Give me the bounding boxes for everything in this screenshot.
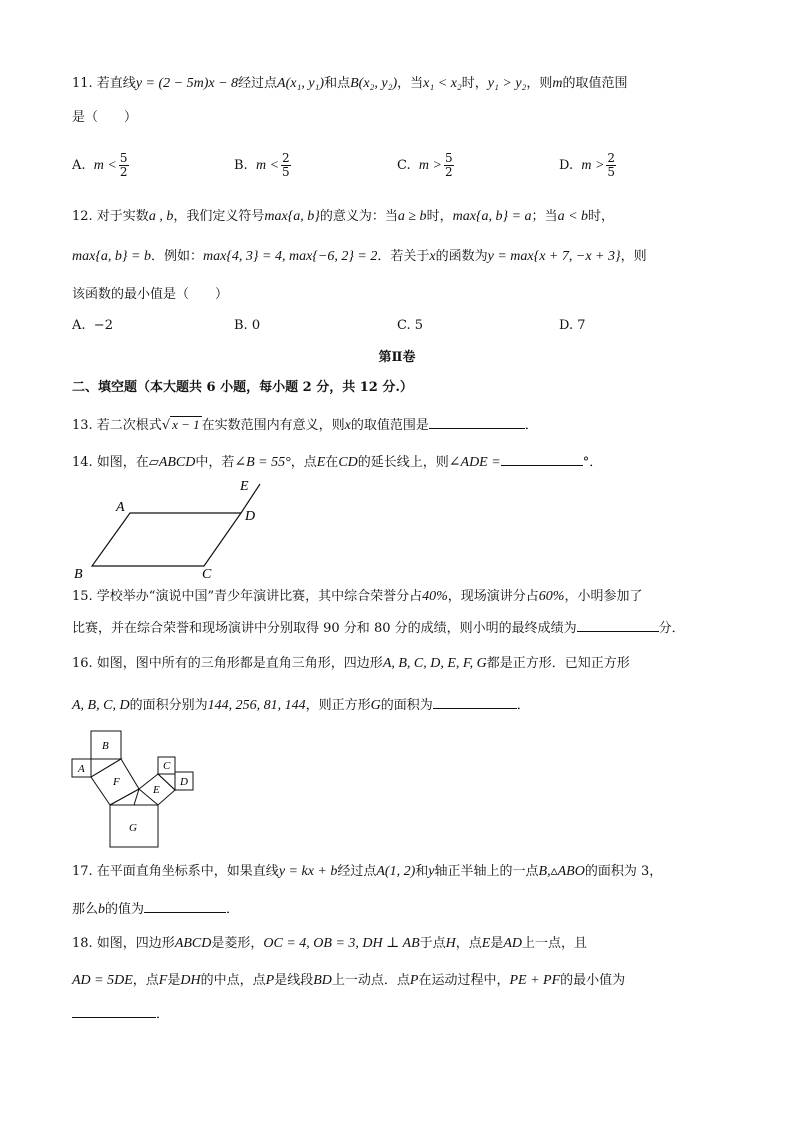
triangle-fge: [110, 789, 139, 805]
q18-text-n: ．: [156, 1007, 170, 1022]
q16-text-c: 的面积分别为: [129, 698, 208, 713]
q12-result-2: max{a, b} = b: [72, 249, 151, 264]
q12-function: y = max{x + 7, −x + 3}: [487, 249, 621, 264]
part2-title: 第Ⅱ卷: [378, 350, 416, 365]
q18-text-i: 的中点，点: [200, 973, 266, 988]
q18-equation: AD = 5DE: [72, 973, 133, 988]
q12-line3: 该函数的最小值是（ ）: [72, 287, 229, 302]
q12-result-1: max{a, b} = a: [452, 209, 532, 224]
q18-text-h: 是: [167, 973, 181, 988]
q15-text-b: ，现场演讲分占: [447, 589, 539, 604]
q18-text-c: 于点: [419, 936, 446, 951]
q14-angle-ade: ∠ADE =: [448, 455, 501, 470]
q15-percent-2: 60%: [538, 589, 565, 604]
q18-text-l: 在运动过程中，: [418, 973, 510, 988]
option-label: C.: [397, 318, 411, 333]
q18-line3: [72, 1004, 169, 1025]
q16-answer-blank[interactable]: [433, 695, 517, 709]
q12-text-d: 时，: [426, 209, 453, 224]
q16-squares-abcd: A, B, C, D: [72, 698, 130, 713]
fraction-numerator: 2: [282, 151, 290, 165]
q18-text-d: ，点: [455, 936, 482, 951]
option-label: D.: [559, 158, 574, 173]
q11-equation: y = (2 − 5m)x − 8: [135, 76, 239, 91]
q17-text-f: 那么: [72, 902, 99, 917]
q15-line1: [72, 587, 642, 607]
fraction-denominator: 2: [444, 165, 453, 179]
q17-text-h: ．: [226, 902, 240, 917]
q16-squares: A, B, C, D, E, F, G: [382, 656, 487, 671]
q18-text-g: ，点: [132, 973, 159, 988]
q18-text-f: 上一点，且: [522, 936, 588, 951]
q15-percent-1: 40%: [422, 589, 448, 604]
q12-option-c[interactable]: [397, 316, 423, 336]
q16-squares-figure: [66, 727, 206, 851]
q17-triangle: ▵ABO: [550, 864, 585, 879]
q17-point-a: A(1, 2): [376, 864, 416, 879]
option-value: 5: [414, 318, 424, 333]
q17-line2: [72, 899, 239, 920]
option-label: C.: [397, 158, 411, 173]
q12-text-a: 12. 对于实数: [72, 209, 149, 224]
q18-text-m: 的最小值为: [560, 973, 626, 988]
label-b: B: [102, 740, 109, 752]
q17-answer-blank[interactable]: [144, 899, 226, 913]
q11-option-d[interactable]: [559, 152, 618, 179]
q12-option-a[interactable]: [72, 316, 113, 336]
q17-text-e: 的面积为 3，: [584, 864, 663, 879]
q16-line2: [72, 695, 530, 716]
option-relation: m <: [93, 158, 117, 173]
q18-point-p2: P: [409, 973, 419, 988]
q12-text-c: 的意义为：当: [319, 209, 398, 224]
label-e: E: [153, 784, 160, 796]
section2-heading: 二、填空题（本大题共 6 小题，每小题 2 分，共 12 分.）: [72, 380, 413, 395]
q11-point-a: A(x₁, y₁): [277, 76, 325, 91]
q12-example: max{4, 3} = 4, max{−6, 2} = 2: [202, 249, 378, 264]
label-e: E: [240, 479, 249, 494]
q11-text-e: 时，: [461, 76, 488, 91]
q18-text-a: 18. 如图，四边形: [72, 936, 175, 951]
q13-var-x: x: [344, 418, 351, 433]
label-d: D: [245, 509, 256, 524]
q13-answer-blank[interactable]: [429, 415, 525, 429]
q13-line: [72, 415, 538, 436]
q14-text-d: 在: [325, 455, 339, 470]
q17-text-d: 轴正半轴上的一点: [434, 864, 539, 879]
q11-text-f: ，则: [526, 76, 553, 91]
q11-var-m: m: [552, 76, 563, 91]
q12-option-b[interactable]: [234, 316, 260, 336]
q18-text-k: 上一动点．点: [331, 973, 410, 988]
q12-line2: [72, 247, 647, 267]
option-relation: m >: [418, 158, 442, 173]
q14-angle-b: ∠B = 55°: [234, 455, 291, 470]
q15-text-e: 分．: [658, 621, 685, 636]
q12-cond-1: a ≥ b: [397, 209, 427, 224]
q12-text-f: 时，: [588, 209, 615, 224]
fraction-denominator: 5: [607, 165, 616, 179]
q14-point-e: E: [316, 455, 326, 470]
label-f: F: [113, 776, 120, 788]
q13-text-b: 在实数范围内有意义，则: [201, 418, 345, 433]
q17-text-g: 的值为: [105, 902, 145, 917]
parallelogram-shape: [92, 513, 241, 566]
q12-text-h: 的函数为: [435, 249, 488, 264]
q12-var-x: x: [429, 249, 436, 264]
q16-text-d: ，则正方形: [305, 698, 371, 713]
q18-text-j: 是线段: [274, 973, 314, 988]
fraction-denominator: 5: [282, 165, 290, 179]
fraction-numerator: 5: [444, 151, 453, 165]
option-fraction: [281, 152, 291, 179]
q18-text-b: 是菱形，: [211, 936, 264, 951]
q15-answer-blank[interactable]: [577, 618, 659, 632]
option-label: B.: [234, 318, 248, 333]
q17-var-b: b: [98, 902, 106, 917]
q13-text-a: 13. 若二次根式: [72, 418, 162, 433]
q17-text-b: 经过点: [337, 864, 377, 879]
q11-text: 11. 若直线: [72, 76, 136, 91]
q12-option-d[interactable]: [559, 316, 586, 336]
q16-line1: [72, 654, 630, 674]
option-fraction: [119, 152, 129, 179]
q12-cond-2: a < b: [557, 209, 589, 224]
q14-parallelogram-figure: [64, 474, 274, 584]
q18-abcd: ABCD: [174, 936, 212, 951]
q11-cond-2: y₁ > y₂: [487, 76, 527, 91]
q11-option-a[interactable]: [72, 152, 131, 179]
q14-text-f: °．: [582, 455, 603, 470]
q17-point-b: B,: [538, 864, 551, 879]
sqrt-symbol: √: [161, 418, 171, 433]
q18-point-f: F: [158, 973, 168, 988]
q13-radicand: x − 1: [172, 417, 200, 432]
parallelogram-symbol: ▱: [148, 455, 159, 470]
q12-max-symbol: max{a, b}: [264, 209, 320, 224]
label-a: A: [116, 500, 125, 515]
label-g: G: [129, 822, 137, 834]
q18-text-e: 是: [490, 936, 504, 951]
q13-text-c: 的取值范围是: [350, 418, 429, 433]
q14-answer-blank[interactable]: [501, 452, 583, 466]
q18-sum: PE + PF: [509, 973, 561, 988]
option-value: 0: [251, 318, 261, 333]
q12-text-b: ，我们定义符号: [173, 209, 265, 224]
label-d: D: [180, 776, 188, 788]
option-value: 7: [577, 318, 586, 333]
q15-line2: [72, 618, 685, 639]
q18-point-e: E: [481, 936, 491, 951]
q15-text-c: ，小明参加了: [564, 589, 643, 604]
q11-text-c: 和点: [324, 76, 351, 91]
option-relation: m >: [581, 158, 605, 173]
option-fraction: [444, 152, 454, 179]
q18-point-p: P: [265, 973, 275, 988]
fraction-numerator: 2: [607, 151, 616, 165]
option-label: A.: [72, 318, 86, 333]
q18-conditions: OC = 4, OB = 3, DH ⊥ AB: [263, 936, 420, 951]
q12-text-e: ；当: [531, 209, 558, 224]
q11-line2: 是（ ）: [72, 110, 138, 125]
q14-text-e: 的延长线上，则: [357, 455, 449, 470]
q12-line1: [72, 207, 614, 227]
q11-line1: [72, 74, 628, 94]
q14-segment-cd: CD: [338, 455, 358, 470]
label-a: A: [78, 763, 85, 775]
q18-answer-blank[interactable]: [72, 1004, 156, 1018]
fraction-denominator: 2: [119, 165, 128, 179]
q16-square-g: G: [370, 698, 381, 713]
q18-line2: [72, 971, 625, 991]
q15-text-a: 15. 学校举办“演说中国”青少年演讲比赛，其中综合荣誉分占: [72, 589, 423, 604]
label-c: C: [163, 760, 171, 772]
q12-text-g: ．若关于: [377, 249, 430, 264]
q17-text-c: 和: [415, 864, 429, 879]
q12-vars: a , b: [148, 209, 174, 224]
q17-line1: [72, 862, 662, 882]
q18-segment-bd: BD: [313, 973, 332, 988]
option-value: −2: [93, 318, 113, 333]
q12-text-i: ，则: [620, 249, 647, 264]
q15-text-d: 比赛，并在综合荣誉和现场演讲中分别取得 90 分和 80 分的成绩，则小明的最终成绩为: [72, 621, 577, 636]
q11-option-b[interactable]: [234, 152, 293, 179]
q18-line1: [72, 934, 587, 954]
label-c: C: [202, 567, 212, 582]
q18-segment-dh: DH: [180, 973, 201, 988]
q11-cond-1: x₁ < x₂: [423, 76, 462, 91]
q17-var-y: y: [428, 864, 435, 879]
q14-line: [72, 452, 602, 473]
q12-text-f2: ．例如：: [150, 249, 203, 264]
q14-text-a: 14. 如图，在: [72, 455, 149, 470]
q17-text-a: 17. 在平面直角坐标系中，如果直线: [72, 864, 279, 879]
q11-point-b: B(x₂, y₂): [350, 76, 398, 91]
q14-abcd: ABCD: [158, 455, 196, 470]
option-fraction: [606, 152, 616, 179]
q17-equation: y = kx + b: [278, 864, 338, 879]
q14-text-c: ，点: [290, 455, 317, 470]
option-label: A.: [72, 158, 86, 173]
q14-text-b: 中，若: [195, 455, 235, 470]
q11-text-b: 经过点: [238, 76, 278, 91]
q13-text-d: ．: [524, 418, 538, 433]
q16-text-b: 都是正方形．已知正方形: [486, 656, 630, 671]
q16-text-f: ．: [516, 698, 530, 713]
q16-text-e: 的面积为: [380, 698, 433, 713]
q11-text-d: ，当: [397, 76, 424, 91]
q16-text-a: 16. 如图，图中所有的三角形都是直角三角形，四边形: [72, 656, 383, 671]
option-label: B.: [234, 158, 248, 173]
option-label: D.: [559, 318, 574, 333]
q18-point-h: H: [445, 936, 456, 951]
q11-text-g: 的取值范围: [562, 76, 628, 91]
q18-segment-ad: AD: [503, 936, 523, 951]
label-b: B: [74, 567, 83, 582]
fraction-numerator: 5: [119, 151, 128, 165]
q11-option-c[interactable]: [397, 152, 456, 179]
option-relation: m <: [255, 158, 280, 173]
q16-areas: 144, 256, 81, 144: [207, 698, 306, 713]
